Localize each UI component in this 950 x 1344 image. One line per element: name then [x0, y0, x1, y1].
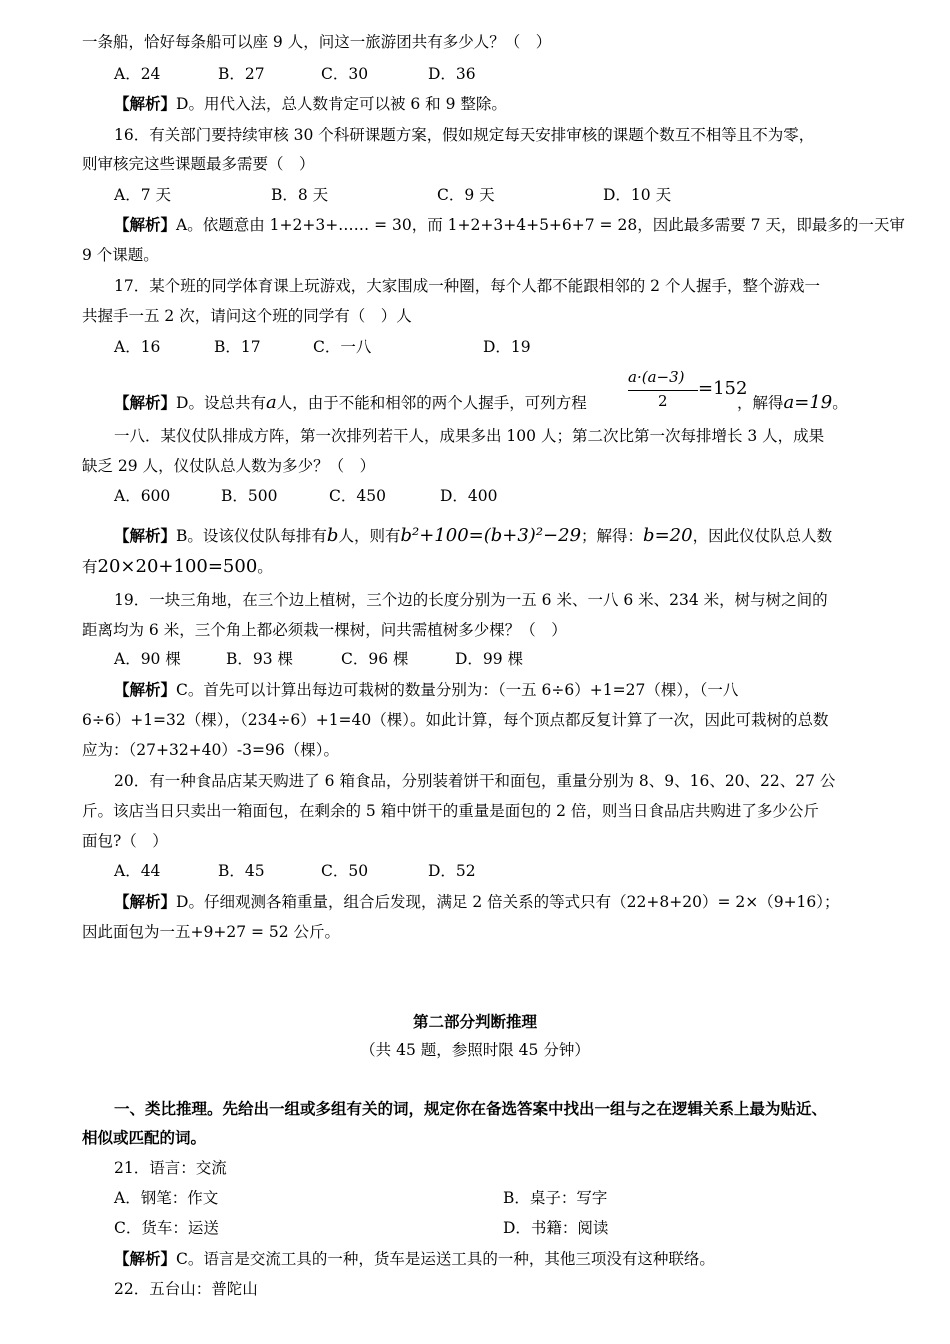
q19-stem-line2: 距离均为 6 米，三个角上都必须栽一棵树，问共需植树多少棵？（ ）: [82, 621, 567, 639]
q19-option-c: C．96 棵: [341, 650, 409, 668]
q21-option-a: A．钢笔：作文: [114, 1189, 219, 1207]
q16-answer-line1: [114, 215, 904, 235]
q21-option-d: D．书籍：阅读: [503, 1219, 609, 1237]
answer-text: C。语言是交流工具的一种，货车是运送工具的一种，其他三项没有这种联络。: [176, 1250, 715, 1268]
q20-option-c: C．50: [321, 862, 369, 880]
answer-text: ，因此仪仗队总人数: [692, 527, 833, 545]
answer-text: A。依题意由 1+2+3+…… = 30，而 1+2+3+4+5+6+7 = 28，因此最多需要 7 天，即最多的一天审: [176, 216, 905, 234]
q18-option-b: B．500: [221, 487, 278, 505]
q22-stem: 22．五台山：普陀山: [114, 1280, 258, 1298]
q17-equation-rhs: =152: [698, 378, 748, 399]
answer-text: ，解得: [737, 394, 784, 412]
q18-option-c: C．450: [329, 487, 386, 505]
answer-tag: 【解析】: [114, 680, 177, 699]
q15-stem-line: 一条船，恰好每条船可以座 9 人，问这一旅游团共有多少人？（ ）: [82, 33, 552, 51]
q16-option-b: B．8 天: [271, 186, 329, 204]
answer-text: B。设该仪仗队每排有: [176, 527, 327, 545]
q16-stem-line2: 则审核完这些课题最多需要（ ）: [82, 155, 315, 173]
q16-option-c: C．9 天: [437, 186, 495, 204]
q18-option-d: D．400: [440, 487, 498, 505]
q16-answer-line2: 9 个课题。: [82, 246, 159, 264]
q19-answer-line1: [114, 680, 904, 700]
q17-option-b: B．17: [214, 338, 261, 356]
q21-answer: [114, 1249, 904, 1269]
answer-text: D。用代入法，总人数肯定可以被 6 和 9 整除。: [176, 95, 507, 113]
part2-title: 第二部分判断推理: [412, 1012, 537, 1031]
fraction-numerator: a·(a−3): [628, 368, 685, 386]
q15-option-b: B．27: [218, 65, 265, 83]
q19-answer-line3: 应为：（27+32+40）-3=96（棵）。: [82, 741, 339, 759]
math-variable: b: [326, 525, 339, 546]
q17-stem-line2: 共握手一五 2 次，请问这个班的同学有（ ）人: [82, 307, 412, 325]
q21-option-c: C．货车：运送: [114, 1219, 219, 1237]
q20-stem-line3: 面包?（ ）: [82, 832, 168, 850]
q15-option-d: D．36: [428, 65, 476, 83]
q19-answer-line2: 6÷6）+1=32（棵），（234÷6）+1=40（棵）。如此计算，每个顶点都反复计算了一次，因此可栽树的总数: [82, 711, 829, 729]
q19-option-b: B．93 棵: [226, 650, 294, 668]
q17-option-c: C．一八: [313, 338, 372, 356]
q16-option-d: D．10 天: [603, 186, 672, 204]
answer-tag: 【解析】: [114, 1249, 177, 1268]
q16-stem-line1: 16．有关部门要持续审核 30 个科研课题方案，假如规定每天安排审核的课题个数互不相等且不为零，: [114, 126, 815, 144]
math-variable: a: [265, 392, 277, 413]
q20-option-d: D．52: [428, 862, 476, 880]
q18-stem-line2: 缺乏 29 人，仪仗队总人数为多少？（ ）: [82, 457, 376, 475]
answer-text: D。设总共有: [176, 394, 266, 412]
answer-tag: 【解析】: [114, 393, 177, 412]
q19-option-d: D．99 棵: [455, 650, 524, 668]
q19-option-a: A．90 棵: [114, 650, 181, 668]
q21-stem: 21．语言：交流: [114, 1159, 227, 1177]
answer-tag: 【解析】: [114, 892, 177, 911]
answer-tag: 【解析】: [114, 94, 177, 113]
q17-option-a: A．16: [114, 338, 161, 356]
q20-stem-line1: 20．有一种食品店某天购进了 6 箱食品，分别装着饼干和面包，重量分别为 8、9、16、20、22、27 公: [114, 772, 836, 790]
q20-option-a: A．44: [114, 862, 161, 880]
equation: 20×20+100=500: [97, 556, 258, 577]
answer-text: 有: [82, 558, 98, 576]
answer-text: ；解得：: [581, 527, 644, 545]
equation: b²+100=(b+3)²−29: [400, 525, 582, 546]
q20-answer-line2: 因此面包为一五+9+27 = 52 公斤。: [82, 923, 341, 941]
answer-text: 。: [832, 394, 848, 412]
fraction-denominator: 2: [658, 392, 668, 410]
answer-result: a=19: [783, 392, 833, 413]
answer-text: 。: [257, 558, 273, 576]
q18-answer-line2: [82, 557, 872, 577]
q18-stem-line1: 一八．某仪仗队排成方阵，第一次排列若干人，成果多出 100 人；第二次比第一次每排增长 3 人，成果: [114, 427, 825, 445]
answer-tag: 【解析】: [114, 215, 177, 234]
q21-option-b: B．桌子：写字: [503, 1189, 608, 1207]
answer-text: 人，则有: [338, 527, 401, 545]
fraction-bar: [628, 390, 698, 391]
section1-intro-line1: 一、类比推理。先给出一组或多组有关的词，规定你在备选答案中找出一组与之在逻辑关系上最为贴近、: [114, 1099, 828, 1118]
q17-option-d: D．19: [483, 338, 531, 356]
q19-stem-line1: 19．一块三角地，在三个边上植树，三个边的长度分别为一五 6 米、一八 6 米、234 米，树与树之间的: [114, 591, 828, 609]
part2-subtitle: （共 45 题，参照时限 45 分钟）: [360, 1041, 590, 1059]
q17-stem-line1: 17．某个班的同学体育课上玩游戏，大家围成一种圈，每个人都不能跟相邻的 2 个人握手，整个游戏一: [114, 277, 820, 295]
q20-answer-line1: [114, 892, 904, 912]
q16-option-a: A．7 天: [114, 186, 171, 204]
q20-option-b: B．45: [218, 862, 265, 880]
q17-answer-end: [737, 393, 848, 413]
q15-option-c: C．30: [321, 65, 369, 83]
answer-text: 人，由于不能和相邻的两个人握手，可列方程: [276, 394, 587, 412]
answer-result: b=20: [643, 525, 693, 546]
section1-intro-line2: 相似或匹配的词。: [82, 1128, 207, 1147]
answer-text: D。仔细观测各箱重量，组合后发现，满足 2 倍关系的等式只有（22+8+20）= 2×（9+16）；: [176, 893, 840, 911]
q20-stem-line2: 斤。该店当日只卖出一箱面包，在剩余的 5 箱中饼干的重量是面包的 2 倍，则当日食品店共购进了多少公斤: [82, 802, 819, 820]
answer-text: C。首先可以计算出每边可栽树的数量分别为：（一五 6÷6）+1=27（棵），（一八: [176, 681, 739, 699]
q18-option-a: A．600: [114, 487, 171, 505]
q15-option-a: A．24: [114, 65, 161, 83]
q15-answer: [114, 94, 904, 114]
q18-answer-line1: [114, 526, 884, 546]
answer-tag: 【解析】: [114, 526, 177, 545]
